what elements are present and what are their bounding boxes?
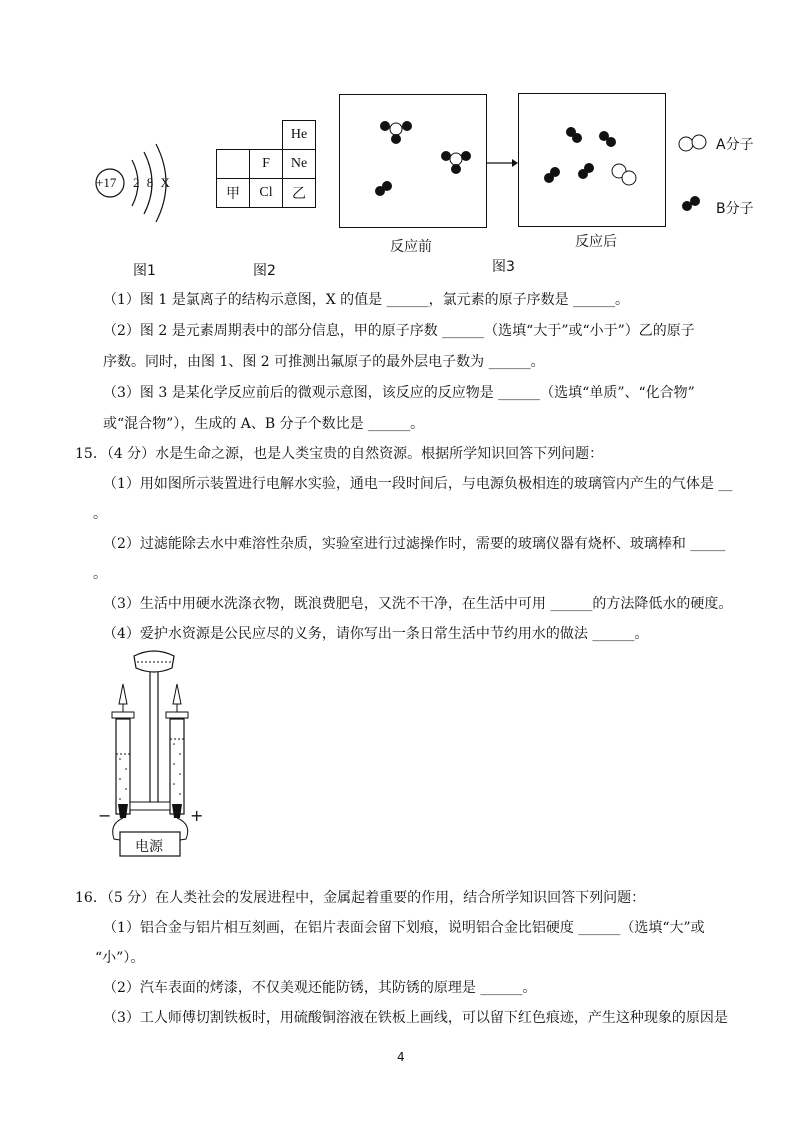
q15-line-2b: 。: [93, 566, 107, 582]
cell-empty-1: [217, 150, 250, 179]
q16-heading: 16．（5 分）在人类社会的发展进程中，金属起着重要的作用，结合所学知识回答下列问题：: [75, 890, 646, 906]
q14-line-2: （2）图 2 是元素周期表中的部分信息，甲的原子序数 ______（选填“大于”或“小于”）乙的原子: [103, 323, 695, 339]
q15-line-1: （1）用如图所示装置进行电解水实验，通电一段时间后，与电源负极相连的玻璃管内产生的气体是 __: [103, 476, 733, 492]
q15-line-2: （2）过滤能除去水中难溶性杂质，实验室进行过滤操作时，需要的玻璃仪器有烧杯、玻璃棒和 _____: [103, 536, 726, 552]
q16-line-1: （1）铝合金与铝片相互刻画，在铝片表面会留下划痕，说明铝合金比铝硬度 ______（选填“大”或: [103, 920, 705, 936]
fig2-periodic-table: [216, 120, 316, 208]
fig2-label: 图2: [253, 263, 276, 279]
cell-yi: 乙: [283, 179, 316, 208]
q15-line-4: （4）爱护水资源是公民应尽的义务，请你写出一条日常生活中节约用水的做法 ______。: [103, 626, 649, 642]
fig3-label: 图3: [492, 259, 515, 275]
fig3-after-molecules: [519, 94, 665, 226]
fig3-arrow: [486, 156, 518, 170]
legend-a-label: A分子: [716, 137, 754, 153]
q15-line-1b: 。: [93, 506, 107, 522]
power-source-label: 电源: [135, 839, 163, 855]
legend-a-molecule-icon: [676, 134, 712, 154]
fig3-after-box: [518, 93, 666, 227]
cell-jia: 甲: [217, 179, 250, 208]
fig3-before-label: 反应前: [390, 239, 432, 255]
fig3-before-box: [339, 94, 487, 228]
cell-f: F: [250, 150, 283, 179]
fig3-after-label: 反应后: [575, 234, 617, 250]
page-number: 4: [397, 1050, 405, 1064]
q14-line-3: 序数。同时，由图 1、图 2 可推测出氟原子的最外层电子数为 ______。: [103, 354, 545, 370]
fig1-electrons: 2 8 X: [133, 175, 172, 190]
cell-he: He: [283, 121, 316, 150]
cell-cl: Cl: [250, 179, 283, 208]
legend-b-label: B分子: [716, 201, 754, 217]
q15-heading: 15．（4 分）水是生命之源，也是人类宝贵的自然资源。根据所学知识回答下列问题：: [75, 446, 604, 462]
legend-b-molecule-icon: [680, 195, 704, 213]
q15-line-3: （3）生活中用硬水洗涤衣物，既浪费肥皂，又洗不干净，在生活中可用 ______的方法降低水的硬度。: [103, 596, 733, 612]
q16-line-3: （2）汽车表面的烤漆，不仅美观还能防锈，其防锈的原理是 ______。: [103, 980, 537, 996]
power-minus-label: −: [98, 806, 112, 825]
q16-line-4: （3）工人师傅切割铁板时，用硫酸铜溶液在铁板上画线，可以留下红色痕迹，产生这种现象的原因是: [103, 1010, 728, 1026]
electrolysis-apparatus: [94, 644, 214, 862]
fig1-label: 图1: [133, 263, 156, 279]
cell-ne: Ne: [283, 150, 316, 179]
q14-line-1: （1）图 1 是氯离子的结构示意图，X 的值是 ______，氯元素的原子序数是 ______。: [103, 292, 630, 308]
q14-line-4: （3）图 3 是某化学反应前后的微观示意图，该反应的反应物是 ______（选填“单质”、“化合物”: [103, 385, 695, 401]
power-plus-label: +: [190, 806, 204, 825]
fig1-nucleus: +17: [96, 175, 117, 190]
q14-line-5: 或“混合物”），生成的 A、B 分子个数比是 ______。: [103, 416, 425, 432]
q16-line-2: “小”）。: [95, 950, 145, 966]
fig3-before-molecules: [340, 95, 486, 227]
